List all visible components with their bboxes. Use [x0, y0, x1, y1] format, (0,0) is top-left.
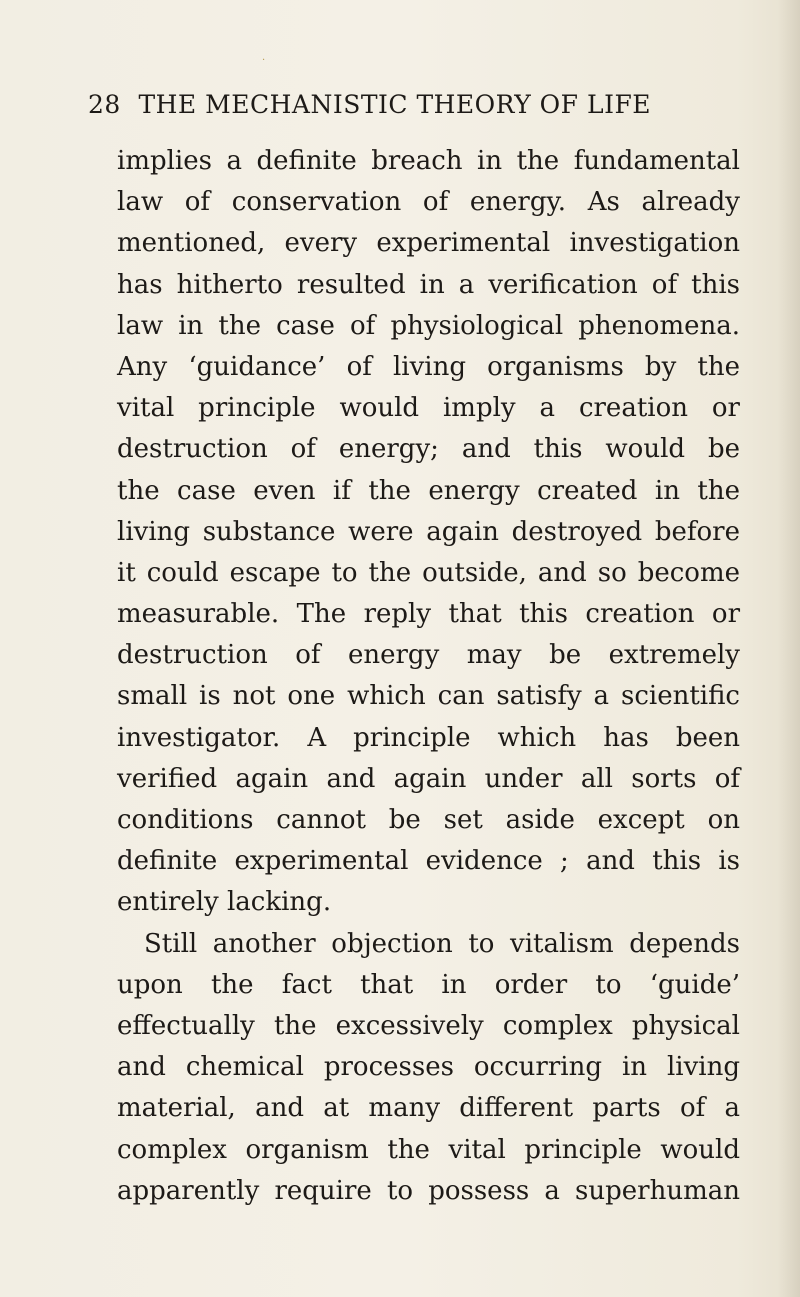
- text-line: destruction of energy may be extremely: [117, 640, 740, 671]
- text-line: mentioned, every experimental investigation: [117, 228, 740, 259]
- running-head: THE MECHANISTIC THEORY OF LIFE: [138, 90, 652, 119]
- page-header: [88, 90, 748, 119]
- text-line: investigator. A principle which has been: [117, 722, 740, 753]
- text-line: complex organism the vital principle would: [117, 1134, 740, 1165]
- text-line: and chemical processes occurring in living: [117, 1052, 740, 1083]
- text-line: has hitherto resulted in a verification of this: [117, 269, 740, 300]
- text-line: entirely lacking.: [117, 887, 332, 918]
- text-line: living substance were again destroyed before: [117, 516, 740, 547]
- text-line: vital principle would imply a creation or: [117, 393, 740, 424]
- text-line: law in the case of physiological phenomena.: [117, 310, 740, 341]
- text-line: definite experimental evidence ; and this is: [117, 846, 740, 877]
- text-line: Any ‘guidance’ of living organisms by the: [117, 351, 740, 382]
- text-line: law of conservation of energy. As already: [117, 187, 740, 218]
- text-line: implies a definite breach in the fundamental: [117, 146, 740, 176]
- text-line: the case even if the energy created in the: [117, 475, 740, 506]
- page-number: 28: [88, 90, 121, 119]
- text-line: apparently require to possess a superhuman: [117, 1175, 740, 1206]
- text-line: material, and at many different parts of a: [117, 1093, 740, 1124]
- text-line: small is not one which can satisfy a scientific: [117, 681, 740, 712]
- ink-speck: ·: [262, 55, 266, 66]
- text-line: conditions cannot be set aside except on: [117, 805, 740, 835]
- text-line: measurable. The reply that this creation or: [117, 599, 740, 630]
- text-line: destruction of energy; and this would be: [117, 434, 740, 465]
- text-line: Still another objection to vitalism depends: [144, 928, 740, 959]
- page-edge-shadow: [778, 0, 800, 1297]
- text-line: verified again and again under all sorts of: [117, 763, 740, 794]
- text-line: upon the fact that in order to ‘guide’: [117, 969, 740, 1000]
- text-line: effectually the excessively complex physical: [117, 1010, 740, 1041]
- body-text: [117, 141, 740, 1212]
- text-line: it could escape to the outside, and so become: [117, 557, 740, 588]
